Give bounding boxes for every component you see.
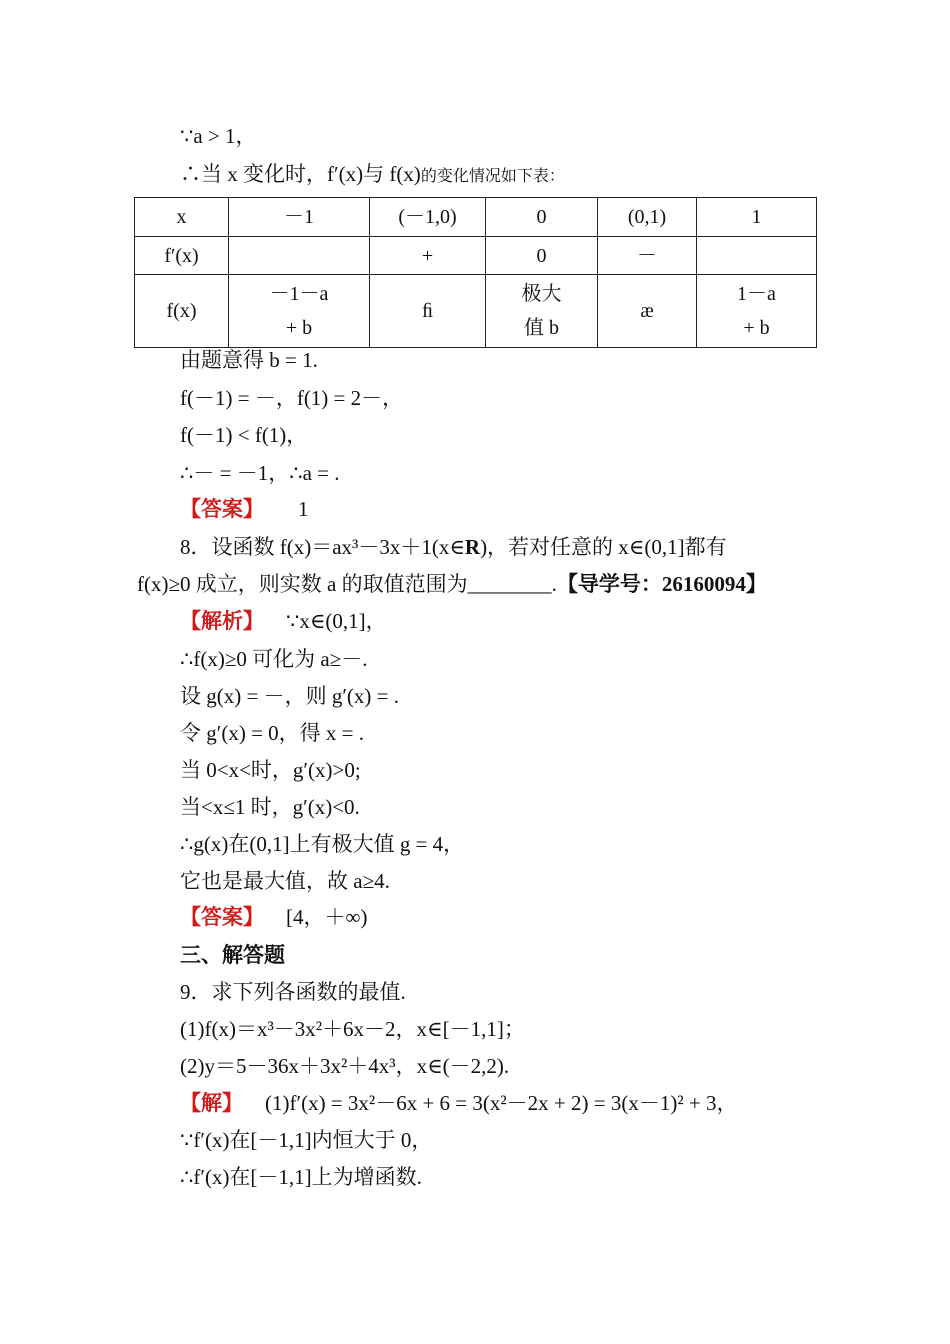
cell-line: －1－a [269, 283, 329, 305]
text-line [180, 645, 367, 673]
text-line [180, 160, 565, 191]
text-line [180, 719, 364, 747]
cell-line: + b [743, 317, 770, 339]
line-text: f(－1) = －，f(1) = 2－， [180, 386, 404, 410]
table-cell [697, 237, 817, 275]
line-text: ∴f(x)≥0 可化为 a≥－. [180, 647, 368, 671]
line-text: ∴f′(x)在[－1,1]上为增函数. [180, 1165, 422, 1189]
question-text: 9．求下列各函数的最值. [180, 980, 406, 1004]
answer-line [180, 903, 367, 931]
text-line [180, 1163, 422, 1191]
line-text-small: 的变化情况如下表： [420, 168, 565, 185]
text-line [180, 459, 339, 487]
line-text: 当<x≤1 时，g′(x)<0. [180, 795, 360, 819]
variation-table [134, 197, 817, 348]
text-line [180, 756, 361, 784]
question-text: (2)y＝5－36x＋3x²＋4x³，x∈(－2,2). [180, 1054, 510, 1078]
question-9-line [180, 1015, 525, 1043]
text-line [180, 793, 360, 821]
line-text: ∵x∈(0,1]， [286, 609, 387, 633]
question-text-bold: R [464, 535, 481, 559]
section-title: 三、解答题 [180, 943, 285, 967]
table-cell: x [135, 198, 229, 237]
table-row [135, 198, 817, 237]
answer-value: 1 [298, 497, 309, 521]
line-text: ∴当 x 变化时，f′(x)与 f(x) [180, 162, 421, 186]
table-cell: f′(x) [135, 237, 229, 275]
text-line [180, 421, 307, 449]
line-text: 当 0<x<时，g′(x)>0; [180, 758, 361, 782]
solution-label: 【解】 [180, 1091, 243, 1115]
question-9-line [180, 1052, 509, 1080]
table-cell: － [598, 237, 697, 275]
cell-line: + b [285, 317, 313, 339]
table-cell [697, 275, 817, 348]
line-text: ∴g(x)在(0,1]上有极大值 g = 4， [180, 832, 465, 856]
line-text: ∴－ = －1，∴a = . [180, 461, 340, 485]
guide-number: 【导学号：26160094】 [556, 572, 767, 596]
table-row [135, 275, 817, 348]
table-cell: + [370, 237, 486, 275]
cell-line: 极大 [521, 283, 562, 305]
cell-line: 1－a [737, 283, 776, 305]
table-cell: 0 [486, 198, 598, 237]
table-cell: æ [598, 275, 697, 348]
table-cell [229, 237, 370, 275]
cell-line: 值 b [524, 317, 559, 339]
analysis-line [180, 607, 387, 635]
line-text: (1)f′(x) = 3x²－6x + 6 = 3(x²－2x + 2) = 3(x－1)² + 3， [265, 1091, 738, 1115]
question-8-line-2 [137, 570, 767, 598]
table-cell: －1 [229, 198, 370, 237]
text-line [180, 830, 464, 858]
table-cell [486, 275, 598, 348]
text-line [180, 1126, 432, 1154]
table-cell [229, 275, 370, 348]
table-cell: (－1,0) [370, 198, 486, 237]
analysis-label: 【解析】 [180, 609, 264, 633]
section-heading [180, 941, 285, 969]
table-cell: ﬁ [370, 275, 486, 348]
text-line [180, 384, 403, 412]
answer-value: [4，＋∞) [286, 905, 368, 929]
line-text: ∵a > 1， [180, 124, 257, 148]
line-text: 它也是最大值，故 a≥4. [180, 869, 390, 893]
table-cell: f(x) [135, 275, 229, 348]
text-line [180, 346, 318, 374]
table-row [135, 237, 817, 275]
question-text: (1)f(x)＝x³－3x²＋6x－2，x∈[－1,1]； [180, 1017, 525, 1041]
text-line [180, 867, 390, 895]
question-text: 8．设函数 f(x)＝ax³－3x＋1(x∈ [180, 535, 465, 559]
question-9-line [180, 978, 406, 1006]
question-text: )，若对任意的 x∈(0,1]都有 [480, 535, 727, 559]
solution-line [180, 1089, 737, 1117]
line-text: ∵f′(x)在[－1,1]内恒大于 0， [180, 1128, 433, 1152]
text-line [180, 682, 399, 710]
table-cell: (0,1) [598, 198, 697, 237]
answer-line [180, 495, 309, 523]
table-cell: 1 [697, 198, 817, 237]
table-cell: 0 [486, 237, 598, 275]
question-text: f(x)≥0 成立，则实数 a 的取值范围为________. [137, 572, 557, 596]
answer-label: 【答案】 [180, 497, 264, 521]
line-text: f(－1) < f(1)， [180, 423, 308, 447]
line-text: 由题意得 b = 1. [180, 348, 318, 372]
line-text: 令 g′(x) = 0，得 x = . [180, 721, 365, 745]
line-text: 设 g(x) = －，则 g′(x) = . [180, 684, 400, 708]
text-line [180, 122, 257, 150]
question-8-line-1 [180, 533, 727, 561]
answer-label: 【答案】 [180, 905, 264, 929]
